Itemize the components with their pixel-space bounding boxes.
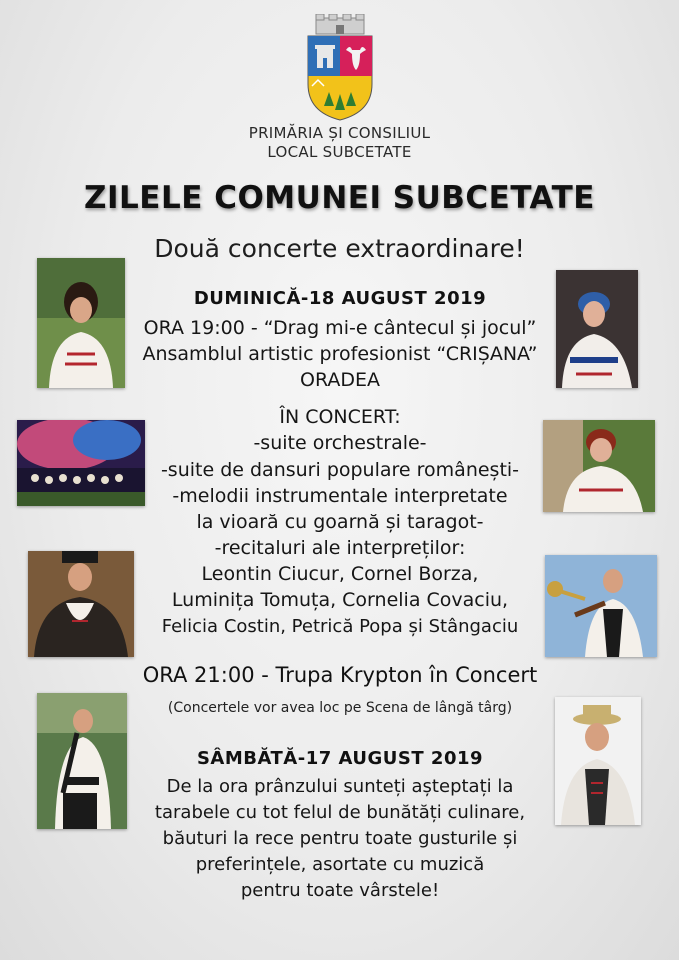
sunday-line: ORADEA [299,369,381,391]
photo-singer-woman-1 [37,258,125,388]
subtitle: Două concerte extraordinare! [154,234,525,263]
org-line-2: LOCAL SUBCETATE [267,143,412,161]
photo-singer-woman-3 [543,420,655,512]
photo-singer-woman-2 [556,270,638,388]
concert-line: -suite orchestrale- [253,432,427,454]
coat-of-arms [302,14,378,122]
concert-line: -suite de dansuri populare românești- [160,459,520,481]
concert-line: Luminița Tomuța, Cornelia Covaciu, [171,589,509,611]
photo-violinist [545,555,657,657]
concert-line: Felicia Costin, Petrică Popa și Stângaciu [161,616,519,637]
concert-line: -melodii instrumentale interpretate [172,485,508,507]
venue-note: (Concertele vor avea loc pe Scena de lângă târg) [167,700,513,716]
saturday-line: preferințele, asortate cu muzică [195,854,485,875]
org-line-1: PRIMĂRIA ȘI CONSILIUL [248,124,431,142]
page-title: ZILELE COMUNEI SUBCETATE [84,180,595,216]
sunday-date-heading: DUMINICĂ-18 AUGUST 2019 [193,288,487,309]
concert-line: -recitaluri ale interpreților: [214,537,466,559]
sunday-line: ORA 19:00 - “Drag mi-e cântecul și jocul” [143,317,537,339]
photo-clarinetist [37,693,127,829]
sunday-line: Ansamblul artistic profesionist “CRIȘANA” [142,343,538,365]
concert-line: ÎN CONCERT: [279,406,401,428]
photo-singer-man-1 [28,551,134,657]
concert-line: Leontin Ciucur, Cornel Borza, [201,563,479,585]
saturday-line: pentru toate vârstele! [240,880,440,901]
saturday-line: băuturi la rece pentru toate gusturile și [162,828,518,849]
saturday-line: tarabele cu tot felul de bunătăți culinare, [154,802,526,823]
concert-line: la vioară cu goarnă și taragot- [196,511,484,533]
krypton-concert: ORA 21:00 - Trupa Krypton în Concert [142,663,538,687]
photo-singer-man-2 [555,697,641,825]
saturday-date-heading: SÂMBĂTĂ-17 AUGUST 2019 [196,748,484,769]
saturday-line: De la ora prânzului sunteți așteptați la [166,776,514,797]
photo-orchestra-stage [17,420,145,506]
